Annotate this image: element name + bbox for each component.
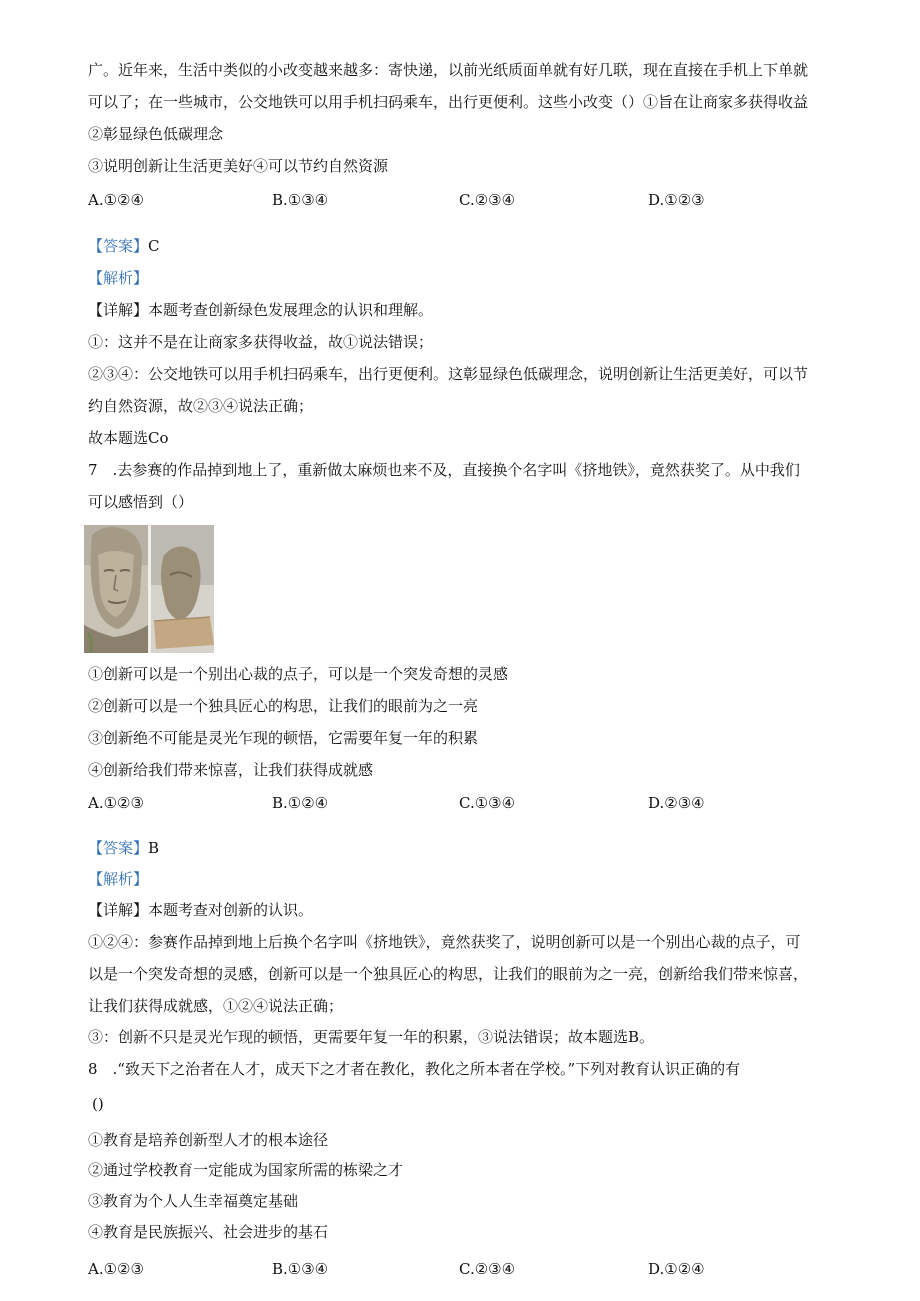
- q6-option-d: D.①②③: [648, 191, 705, 209]
- q7-statement-3: ③创新绝不可能是灵光乍现的顿悟，它需要年复一年的积累: [88, 729, 479, 747]
- q7-option-d: D.②③④: [648, 794, 705, 812]
- q8-statement-1: ①教育是培养创新型人才的根本途径: [88, 1131, 329, 1149]
- q6-analysis: [88, 268, 148, 288]
- q6-explanation-2: ②③④：公交地铁可以用手机扫码乘车，出行更便利。这彰显绿色低碳理念，说明创新让生活更美好，可以节: [88, 365, 809, 383]
- q8-option-a: A.①②③: [88, 1260, 144, 1278]
- q6-option-a: A.①②④: [88, 191, 144, 209]
- detail-intro: 本题考查创新绿色发展理念的认识和理解。: [148, 301, 434, 319]
- q6-explanation-1: ①：这并不是在让商家多获得收益，故①说法错误；: [88, 333, 434, 351]
- q7-explanation-4: ③：创新不只是灵光乍现的顿悟，更需要年复一年的积累，③说法错误；故本题选B。: [88, 1028, 655, 1046]
- q8-option-b: B.①③④: [272, 1260, 329, 1278]
- q7-answer: [88, 838, 159, 858]
- q7-explanation-2: 以是一个突发奇想的灵感，创新可以是一个独具匠心的构思，让我们的眼前为之一亮，创新给我们带来惊喜，: [88, 965, 809, 983]
- q7-statement-1: ①创新可以是一个别出心裁的点子，可以是一个突发奇想的灵感: [88, 665, 509, 683]
- q6-stem-line-3: ②彰显绿色低碳理念: [88, 125, 224, 143]
- q7-stem-line-1: 7 .去参赛的作品掉到地上了，重新做太麻烦也来不及，直接换个名字叫《挤地铁》，竟然获奖了。从中我们: [88, 461, 800, 479]
- q8-stem-line-2: (): [92, 1095, 104, 1113]
- detail-tag: 【详解】: [88, 301, 149, 319]
- q7-option-c: C.①③④: [459, 794, 516, 812]
- q7-statement-2: ②创新可以是一个独具匠心的构思，让我们的眼前为之一亮: [88, 697, 479, 715]
- answer-value: C: [148, 237, 160, 255]
- detail-tag: 【详解】: [88, 901, 149, 919]
- q8-statement-2: ②通过学校教育一定能成为国家所需的栋梁之才: [88, 1161, 404, 1179]
- analysis-tag: 【解析】: [88, 269, 149, 287]
- q7-statement-4: ④创新给我们带来惊喜，让我们获得成就感: [88, 761, 374, 779]
- sculpture-photo-drawing: [84, 525, 214, 653]
- q7-explanation-1: ①②④：参赛作品掉到地上后换个名字叫《挤地铁》，竟然获奖了，说明创新可以是一个别出心裁的点子，可: [88, 933, 801, 951]
- q7-detail: [88, 900, 313, 920]
- answer-value: B: [148, 839, 160, 857]
- q6-answer: [88, 236, 160, 256]
- q6-stem-line-2: 可以了；在一些城市，公交地铁可以用手机扫码乘车，出行更便利。这些小改变（）①旨在让商家多获得收益: [88, 93, 809, 111]
- q6-stem-line-4: ③说明创新让生活更美好④可以节约自然资源: [88, 157, 389, 175]
- analysis-tag: 【解析】: [88, 870, 149, 888]
- sculpture-photo: [84, 525, 214, 653]
- q7-stem-line-2: 可以感悟到（）: [88, 493, 194, 511]
- q6-stem-line-1: 广。近年来，生活中类似的小改变越来越多：寄快递，以前光纸质面单就有好几联，现在直接在手机上下单就: [88, 61, 809, 79]
- q8-statement-3: ③教育为个人人生幸福奠定基础: [88, 1192, 299, 1210]
- q8-statement-4: ④教育是民族振兴、社会进步的基石: [88, 1223, 329, 1241]
- q8-stem-line-1: 8 .“致天下之治者在人才，成天下之才者在教化，教化之所本者在学校。”下列对教育认识正确的有: [88, 1060, 741, 1078]
- q7-option-b: B.①②④: [272, 794, 329, 812]
- detail-intro: 本题考查对创新的认识。: [148, 901, 314, 919]
- q6-option-c: C.②③④: [459, 191, 516, 209]
- answer-tag: 【答案】: [88, 237, 149, 255]
- q6-detail: [88, 300, 433, 320]
- q6-explanation-4: 故本题选Co: [88, 429, 169, 447]
- q8-option-c: C.②③④: [459, 1260, 516, 1278]
- answer-tag: 【答案】: [88, 839, 149, 857]
- q7-explanation-3: 让我们获得成就感，①②④说法正确；: [88, 997, 344, 1015]
- q6-option-b: B.①③④: [272, 191, 329, 209]
- q7-option-a: A.①②③: [88, 794, 144, 812]
- q6-explanation-3: 约自然资源，故②③④说法正确；: [88, 397, 314, 415]
- q7-analysis: [88, 869, 148, 889]
- q8-option-d: D.①②④: [648, 1260, 705, 1278]
